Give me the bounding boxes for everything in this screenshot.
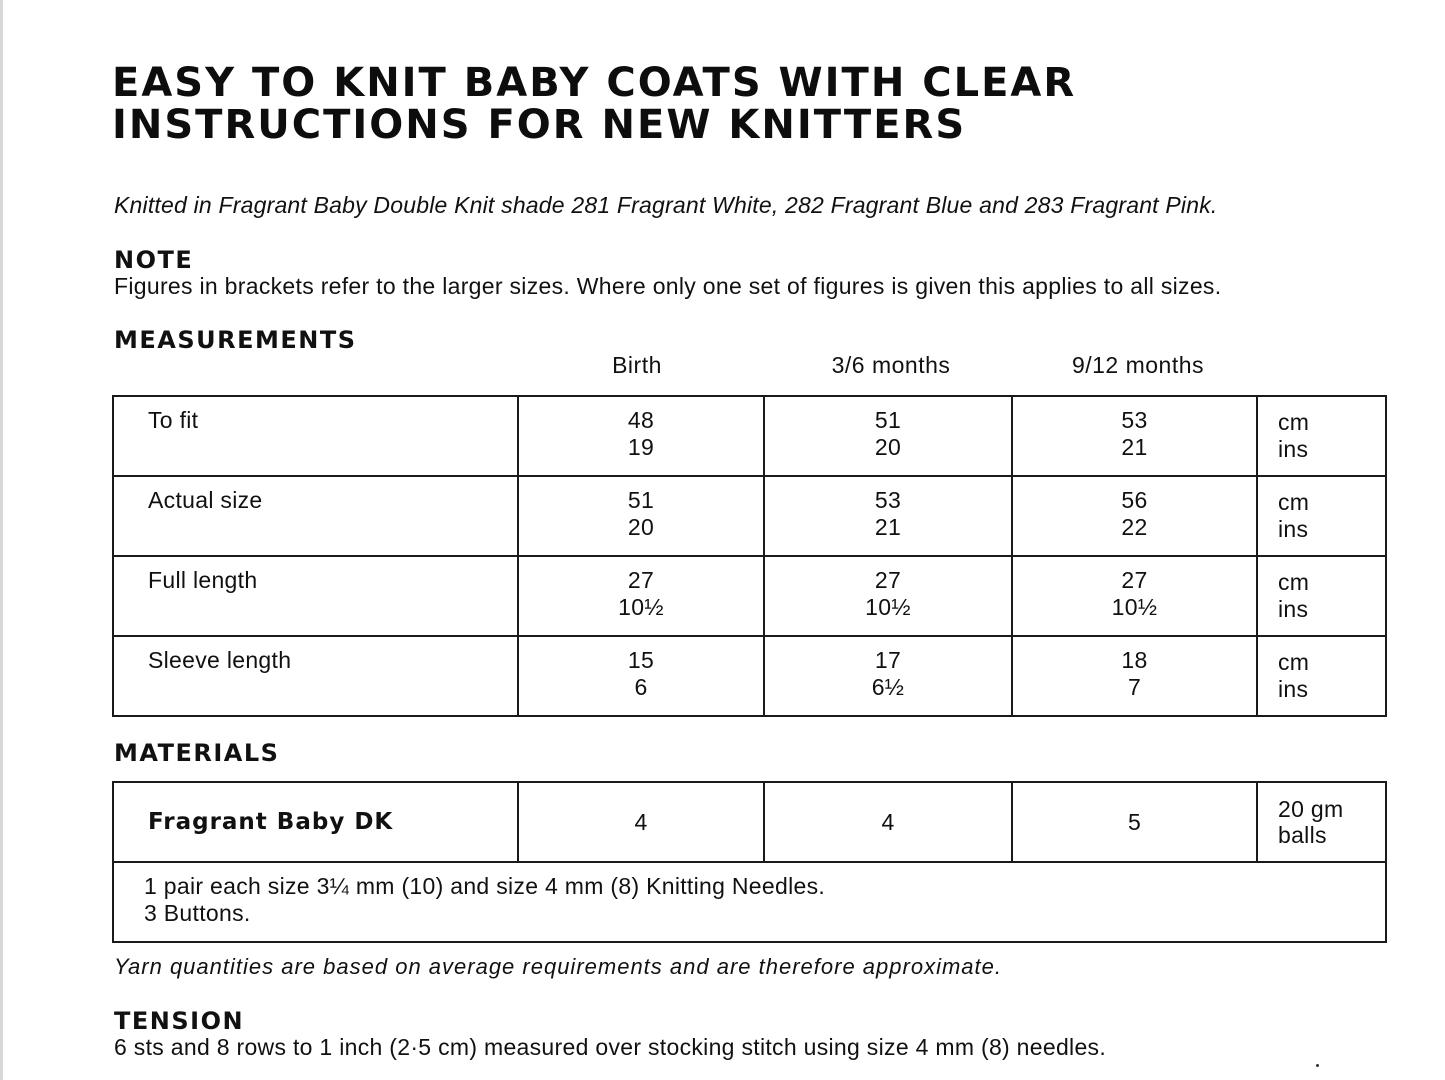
value-cell [764,396,1012,476]
row-label: Actual size [113,476,518,556]
unit-cell [1257,782,1386,862]
quantity-9-12-months: 5 [1012,782,1257,862]
cm-value: 18 [1121,647,1148,673]
yarn-label: Fragrant Baby DK [113,782,518,862]
unit-cm: cm [1278,489,1310,515]
unit-ins: ins [1278,596,1309,622]
size-header-birth: Birth [612,352,662,378]
row-label: To fit [113,396,518,476]
unit-cell [1257,396,1386,476]
cm-value: 53 [1121,407,1148,433]
value-cell [1012,396,1257,476]
yarn-quantity-note: Yarn quantities are based on average requirements and are therefore approximate. [114,954,1002,979]
unit-ins: ins [1278,516,1309,542]
value-cell [764,636,1012,716]
measurements-table [112,395,1387,717]
value-cell [764,476,1012,556]
unit-cell [1257,476,1386,556]
ins-value: 20 [627,514,655,540]
page-edge [0,0,3,1080]
measurements-heading: MEASUREMENTS [114,326,357,354]
ins-value: 6 [634,674,648,700]
note-text: Figures in brackets refer to the larger sizes. Where only one set of figures is given this applies to all sizes. [114,273,1222,299]
cm-value: 48 [627,407,655,433]
value-cell [518,476,764,556]
cm-value: 53 [874,487,902,513]
cm-value: 27 [627,567,655,593]
value-cell [518,556,764,636]
table-row [113,476,1386,556]
ins-value: 19 [627,434,655,460]
ins-value: 21 [1121,434,1148,460]
table-row [113,862,1386,942]
page-title [112,62,1076,146]
table-row [113,782,1386,862]
cm-value: 51 [874,407,902,433]
ins-value: 10½ [618,594,664,620]
ins-value: 10½ [1111,594,1158,620]
materials-heading: MATERIALS [114,739,280,767]
row-label: Sleeve length [113,636,518,716]
yarn-subtitle: Knitted in Fragrant Baby Double Knit shade 281 Fragrant White, 282 Fragrant Blue and 283 Fragrant Pink. [114,192,1218,218]
unit-cm: cm [1278,649,1310,675]
unit-cell [1257,636,1386,716]
cm-value: 56 [1121,487,1148,513]
unit-line-1: 20 gm [1278,796,1344,822]
unit-cm: cm [1278,569,1310,595]
ins-value: 6½ [871,674,905,700]
speck [1316,1064,1319,1067]
row-label: Full length [113,556,518,636]
needles-text: 1 pair each size 3¼ mm (10) and size 4 mm (8) Knitting Needles. [144,873,826,899]
title-line-1: EASY TO KNIT BABY COATS WITH CLEAR [112,60,1077,106]
cm-value: 17 [874,647,902,673]
unit-ins: ins [1278,436,1309,462]
cm-value: 51 [627,487,655,513]
value-cell [764,556,1012,636]
unit-ins: ins [1278,676,1309,702]
ins-value: 20 [874,434,902,460]
value-cell [1012,476,1257,556]
ins-value: 21 [874,514,902,540]
size-header-9-12-months: 9/12 months [1071,352,1205,378]
cm-value: 27 [1121,567,1148,593]
value-cell [1012,556,1257,636]
value-cell [1012,636,1257,716]
table-row [113,556,1386,636]
ins-value: 10½ [865,594,911,620]
note-heading: NOTE [114,246,194,274]
tension-text: 6 sts and 8 rows to 1 inch (2·5 cm) measured over stocking stitch using size 4 mm (8) needles. [114,1034,1107,1060]
value-cell [518,396,764,476]
needles-cell [113,862,1386,942]
quantity-birth: 4 [518,782,764,862]
unit-cm: cm [1278,409,1310,435]
ins-value: 7 [1127,674,1142,700]
size-header-3-6-months: 3/6 months [831,352,951,378]
quantity-3-6-months: 4 [764,782,1012,862]
tension-heading: TENSION [114,1007,245,1035]
materials-table [112,781,1387,943]
cm-value: 27 [874,567,902,593]
title-line-2: INSTRUCTIONS FOR NEW KNITTERS [112,102,967,148]
unit-line-2: balls [1278,822,1327,848]
value-cell [518,636,764,716]
buttons-text: 3 Buttons. [144,900,251,926]
ins-value: 22 [1121,514,1148,540]
cm-value: 15 [627,647,655,673]
table-row [113,636,1386,716]
table-row [113,396,1386,476]
unit-cell [1257,556,1386,636]
